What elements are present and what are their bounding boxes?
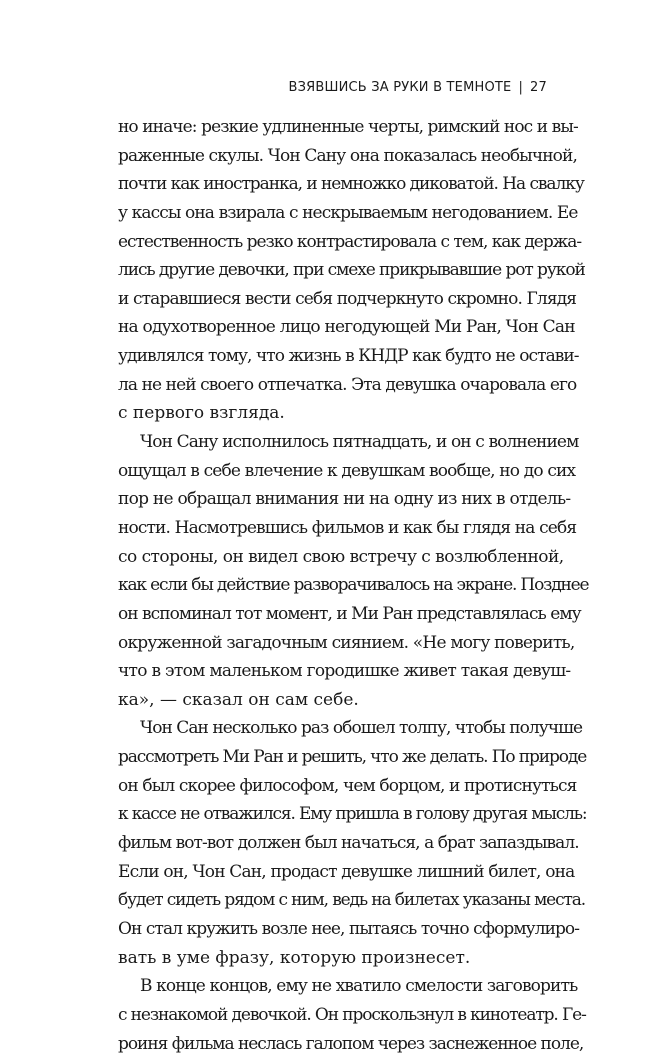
text-line: он вспоминал тот момент, и Ми Ран представлялась ему: [118, 600, 548, 629]
text-line: рассмотреть Ми Ран и решить, что же делать. По природе: [118, 743, 548, 772]
paragraph-2: [118, 428, 548, 714]
text-line: В конце концов, ему не хватило смелости заговорить: [118, 972, 548, 1001]
text-line: к кассе не отважился. Ему пришла в голову другая мысль:: [118, 800, 548, 829]
text-line: он был скорее философом, чем борцом, и протиснуться: [118, 772, 548, 801]
page-number: 27: [530, 80, 547, 95]
text-line: что в этом маленьком городишке живет такая девуш-: [118, 657, 548, 686]
text-line: естественность резко контрастировала с тем, как держа-: [118, 228, 548, 257]
running-title: ВЗЯВШИСЬ ЗА РУКИ В ТЕМНОТЕ: [289, 80, 512, 95]
text-line: как если бы действие разворачивалось на экране. Позднее: [118, 571, 548, 600]
text-line: у кассы она взирала с нескрываемым негодованием. Ее: [118, 199, 548, 228]
text-line: ла не ней своего отпечатка. Эта девушка очаровала его: [118, 371, 548, 400]
text-line: фильм вот-вот должен был начаться, а брат запаздывал.: [118, 829, 548, 858]
text-line: но иначе: резкие удлиненные черты, римский нос и вы-: [118, 113, 548, 142]
text-line: на одухотворенное лицо негодующей Ми Ран, Чон Сан: [118, 313, 548, 342]
text-line: Он стал кружить возле нее, пытаясь точно сформулиро-: [118, 915, 548, 944]
text-line: роиня фильма неслась галопом через заснеженное поле,: [118, 1030, 548, 1058]
paragraph-1: [118, 113, 548, 428]
text-line: Если он, Чон Сан, продаст девушке лишний билет, она: [118, 858, 548, 887]
text-line: ощущал в себе влечение к девушкам вообще, но до сих: [118, 457, 548, 486]
text-line: со стороны, он видел свою встречу с возлюбленной,: [118, 543, 548, 572]
text-line: Чон Сан несколько раз обошел толпу, чтобы получше: [118, 714, 548, 743]
text-line: пор не обращал внимания ни на одну из них в отдель-: [118, 485, 548, 514]
paragraph-4: [118, 972, 548, 1058]
text-line: ка», — сказал он сам себе.: [118, 686, 548, 715]
header-separator: |: [518, 80, 523, 95]
paragraph-3: [118, 714, 548, 972]
running-head: [289, 80, 548, 95]
page-body: [118, 113, 548, 1058]
text-line: будет сидеть рядом с ним, ведь на билетах указаны места.: [118, 886, 548, 915]
text-line: удивлялся тому, что жизнь в КНДР как будто не остави-: [118, 342, 548, 371]
text-line: вать в уме фразу, которую произнесет.: [118, 944, 548, 973]
text-line: с первого взгляда.: [118, 399, 548, 428]
text-line: окруженной загадочным сиянием. «Не могу поверить,: [118, 629, 548, 658]
text-line: с незнакомой девочкой. Он проскользнул в кинотеатр. Ге-: [118, 1001, 548, 1030]
text-line: Чон Сану исполнилось пятнадцать, и он с волнением: [118, 428, 548, 457]
text-line: лись другие девочки, при смехе прикрывавшие рот рукой: [118, 256, 548, 285]
text-line: ности. Насмотревшись фильмов и как бы глядя на себя: [118, 514, 548, 543]
text-line: раженные скулы. Чон Сану она показалась необычной,: [118, 142, 548, 171]
text-line: почти как иностранка, и немножко диковатой. На свалку: [118, 170, 548, 199]
text-line: и старавшиеся вести себя подчеркнуто скромно. Глядя: [118, 285, 548, 314]
